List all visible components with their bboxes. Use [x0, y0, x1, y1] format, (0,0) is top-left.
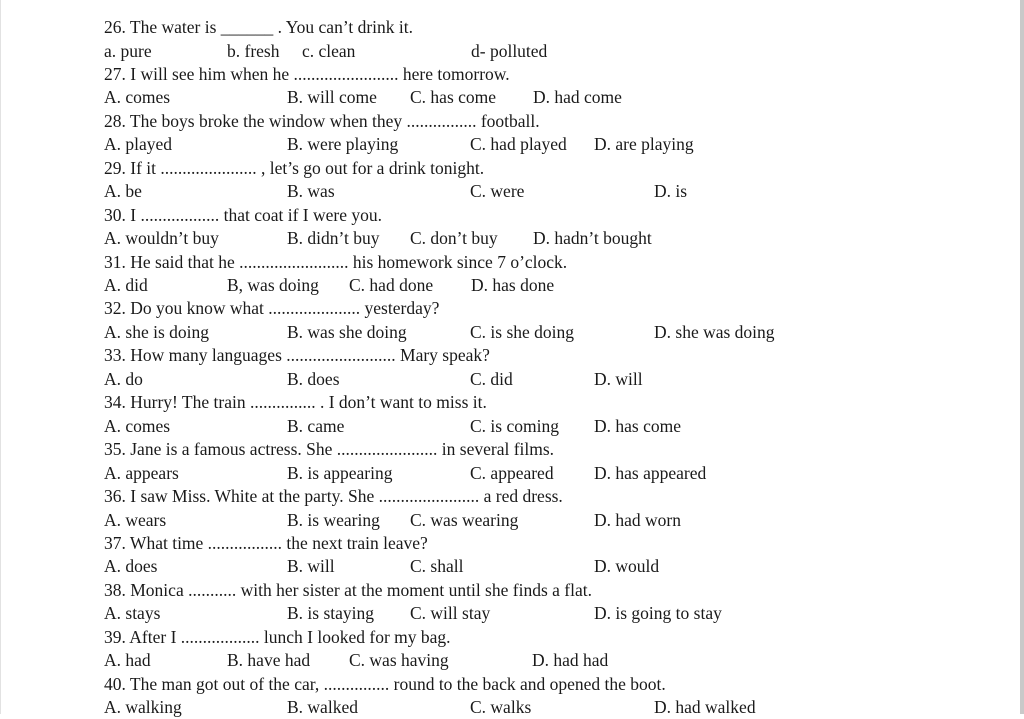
answer-option: A. does: [104, 556, 158, 577]
answer-option: B. is staying: [287, 603, 375, 624]
answer-options-row: [104, 602, 1004, 625]
answer-option: B. is wearing: [287, 509, 380, 530]
answer-option: C. has come: [410, 87, 497, 108]
answer-options-row: [104, 509, 1004, 532]
answer-option: c. clean: [302, 40, 356, 61]
answer-option: D. has come: [594, 415, 681, 436]
answer-option: A. did: [104, 275, 148, 295]
answer-option: B. walked: [287, 697, 358, 718]
question-stem: 36. I saw Miss. White at the party. She ....................... a red dress.: [104, 486, 563, 506]
question-stem: 32. Do you know what ..................... yesterday?: [104, 298, 440, 319]
answer-options-row: [104, 555, 1004, 578]
question-stem: 27. I will see him when he ........................ here tomorrow.: [104, 63, 510, 84]
answer-option: B. didn’t buy: [287, 228, 380, 249]
answer-option: B. will come: [287, 87, 377, 108]
answer-options-row: [104, 415, 1004, 438]
answer-option: D. is going to stay: [594, 603, 722, 624]
question-stem: 34. Hurry! The train ............... . I don’t want to miss it.: [104, 392, 487, 413]
answer-option: C. did: [470, 368, 513, 389]
answer-option: A. had: [104, 650, 151, 671]
answer-option: C. had done: [349, 275, 434, 295]
answer-option: D. would: [594, 556, 660, 577]
answer-option: D. are playing: [594, 134, 694, 155]
answer-options-row: [104, 40, 1004, 63]
answer-options-row: [104, 86, 1004, 109]
question-stem: 31. He said that he ......................... his homework since 7 o’clock.: [104, 251, 568, 272]
answer-options-row: [104, 321, 1004, 344]
answer-option: B, was doing: [227, 275, 319, 295]
answer-options-row: [104, 180, 1004, 203]
answer-options-row: [104, 696, 1004, 719]
question-stem: 38. Monica ........... with her sister at the moment until she finds a flat.: [104, 579, 592, 600]
answer-option: D. is: [654, 181, 688, 202]
answer-option: C. was wearing: [410, 509, 519, 530]
answer-option: C. will stay: [410, 603, 491, 624]
answer-option: D. has appeared: [594, 462, 707, 483]
question-stem: 37. What time ................. the next train leave?: [104, 532, 428, 553]
answer-option: D. hadn’t bought: [533, 228, 652, 249]
answer-option: B. was: [287, 181, 335, 202]
answer-option: D. she was doing: [654, 321, 775, 342]
answer-option: C. is she doing: [470, 321, 575, 342]
answer-option: C. shall: [410, 556, 464, 577]
question-stem: 30. I .................. that coat if I were you.: [104, 204, 382, 225]
answer-option: C. is coming: [470, 415, 559, 436]
answer-option: A. wouldn’t buy: [104, 228, 219, 249]
answer-option: A. comes: [104, 415, 171, 436]
answer-option: B. was she doing: [287, 321, 407, 342]
answer-option: B. will: [287, 556, 335, 577]
answer-option: A. do: [104, 368, 143, 389]
answer-option: D. had walked: [654, 697, 756, 718]
question-stem: 39. After I .................. lunch I looked for my bag.: [104, 626, 451, 647]
answer-option: A. played: [104, 134, 173, 155]
answer-option: B. came: [287, 415, 345, 436]
answer-option: A. walking: [104, 697, 182, 718]
answer-option: B. have had: [227, 650, 311, 671]
answer-options-row: [104, 649, 1004, 672]
question-stem: 28. The boys broke the window when they ................ football.: [104, 110, 540, 131]
answer-option: A. she is doing: [104, 321, 209, 342]
answer-option: C. appeared: [470, 462, 554, 483]
answer-option: A. comes: [104, 87, 171, 108]
answer-option: a. pure: [104, 40, 152, 61]
answer-option: A. be: [104, 181, 142, 202]
answer-options-row: [104, 227, 1004, 250]
answer-option: C. walks: [470, 697, 532, 718]
answer-option: D. had come: [533, 87, 622, 108]
answer-option: B. is appearing: [287, 462, 393, 483]
answer-options-row: [104, 133, 1004, 156]
answer-option: B. were playing: [287, 134, 399, 155]
answer-option: C. was having: [349, 650, 449, 671]
answer-option: b. fresh: [227, 40, 280, 61]
answer-options-row: [104, 274, 1004, 297]
answer-option: C. were: [470, 181, 525, 202]
answer-option: d- polluted: [471, 40, 548, 61]
answer-option: C. don’t buy: [410, 228, 498, 249]
question-stem: 40. The man got out of the car, ............... round to the back and opened the boot.: [104, 673, 666, 694]
question-stem: 35. Jane is a famous actress. She ....................... in several films.: [104, 439, 555, 460]
answer-option: C. had played: [470, 134, 567, 155]
answer-option: D. had worn: [594, 509, 681, 530]
answer-option: D. has done: [471, 275, 555, 295]
answer-option: B. does: [287, 368, 340, 389]
question-stem: 26. The water is ______ . You can’t drink it.: [104, 17, 413, 37]
answer-option: D. had had: [532, 650, 609, 671]
answer-option: A. appears: [104, 462, 179, 483]
question-stem: 33. How many languages ......................... Mary speak?: [104, 345, 490, 366]
question-stem: 29. If it ...................... , let’s go out for a drink tonight.: [104, 157, 485, 178]
page-edge: [1020, 0, 1024, 714]
answer-option: A. wears: [104, 509, 167, 530]
answer-option: A. stays: [104, 603, 161, 624]
answer-options-row: [104, 368, 1004, 391]
answer-options-row: [104, 462, 1004, 485]
answer-option: D. will: [594, 368, 643, 389]
